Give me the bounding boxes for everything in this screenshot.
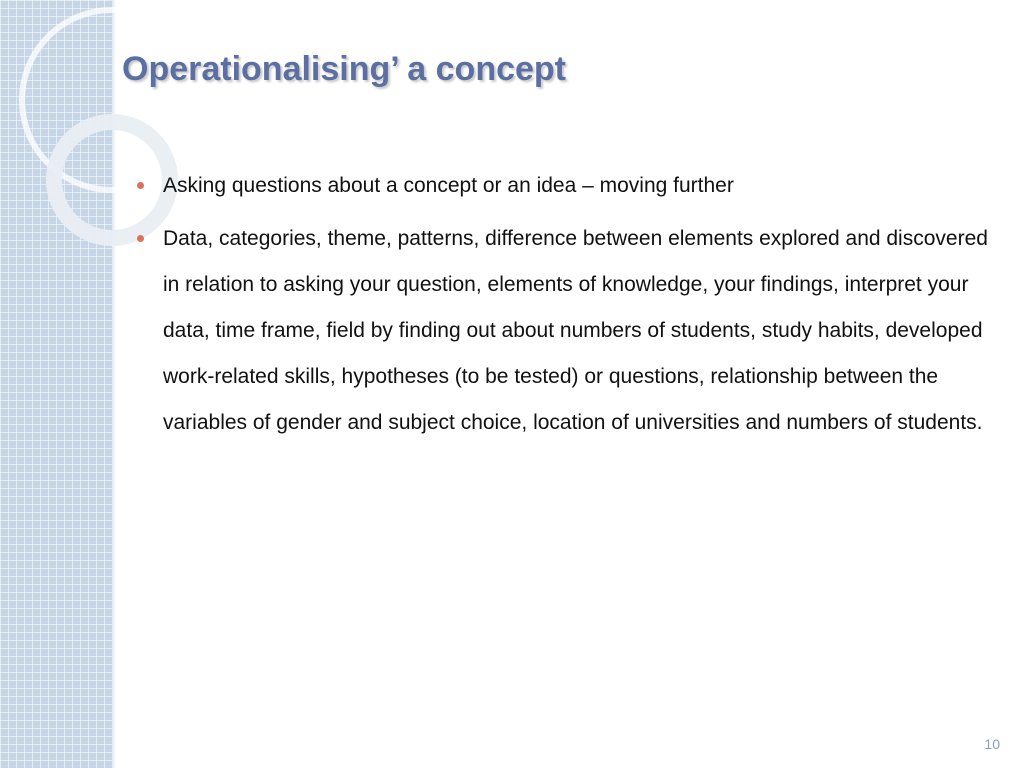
bullet-list [137,163,997,454]
bullet-dot-icon [137,235,144,242]
page-number: 10 [984,736,1000,752]
bullet-item [137,216,997,446]
bullet-text: Asking questions about a concept or an idea – moving further [163,174,734,197]
bullet-item [137,163,997,209]
slide-title: Operationalising’ a concept [122,50,566,88]
bullet-text: Data, categories, theme, patterns, difference between elements explored and discovered in relation to asking your question, elements of knowledge, your findings, interpret your data, time frame, field by finding out about numbers of students, study habits, developed work-related skills, hypotheses (to be tested) or questions, relationship between the variables of gender and subject choice, location of universities and numbers of students. [163,227,988,434]
bullet-dot-icon [137,182,144,189]
